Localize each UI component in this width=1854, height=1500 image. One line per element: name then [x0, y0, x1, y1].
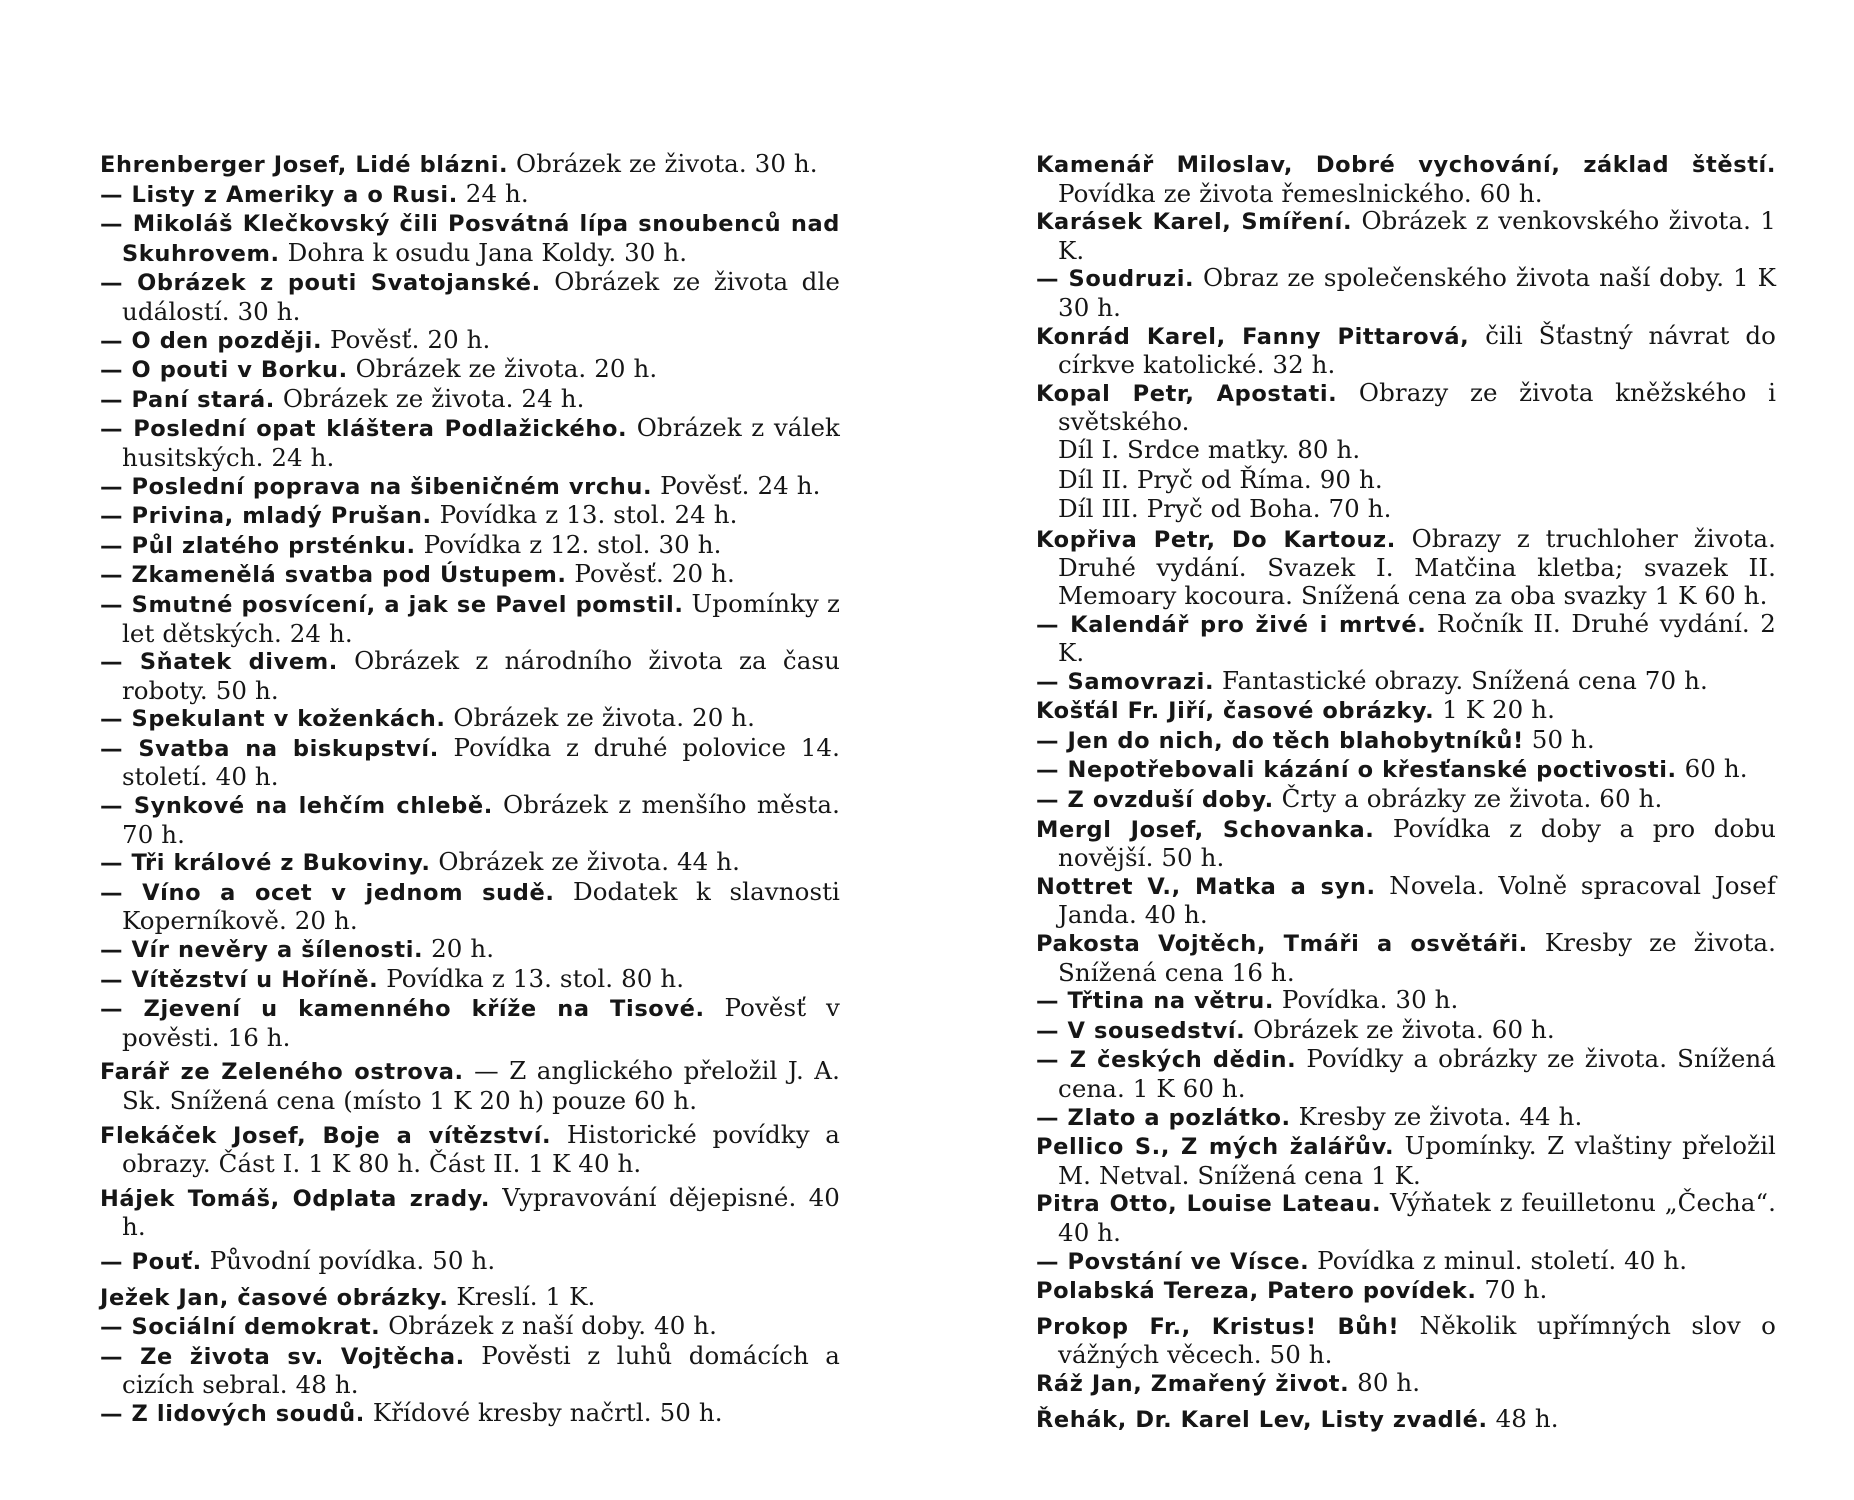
- entry-description: Obrazy z truchloher života. Druhé vydání. Svazek I. Matčina kletba; svazek II. Memoary kocoura. Snížená cena za oba svazky 1 K 60 h.: [1058, 523, 1776, 610]
- entry-description: 60 h.: [1676, 754, 1748, 784]
- entry-description: Vypravování dějepisné. 40 h.: [122, 1182, 840, 1242]
- entry-title: Půl zlatého prsténku.: [131, 532, 416, 559]
- entry-title: Zjevení u kamenného kříže na Tisové.: [143, 996, 705, 1023]
- entry-author: —: [100, 270, 138, 297]
- catalog-entry: [100, 326, 840, 356]
- entry-description: 80 h.: [1349, 1367, 1421, 1397]
- catalog-entry: [1036, 1276, 1776, 1306]
- entry-title: O den později.: [131, 327, 323, 354]
- entry-author: —: [100, 1343, 141, 1370]
- catalog-entry: [100, 1184, 840, 1241]
- entry-description: Povídka z 12. stol. 30 h.: [415, 529, 722, 559]
- entry-description: Kreslí. 1 K.: [448, 1281, 596, 1311]
- entry-description: Pověsť. 20 h.: [322, 324, 491, 354]
- entry-title: Třtina na větru.: [1067, 988, 1274, 1015]
- entry-description: Obrázek z naší doby. 40 h.: [380, 1311, 718, 1341]
- entry-author: —: [100, 1400, 132, 1427]
- catalog-entry: [1036, 1016, 1776, 1046]
- catalog-entry: [1036, 1132, 1776, 1189]
- entry-description: Novela. Volně spracoval Josef Janda. 40 h.: [1058, 870, 1776, 930]
- entry-title: Poslední poprava na šibeničném vrchu.: [131, 473, 653, 500]
- entry-author: Pakosta Vojtěch,: [1036, 931, 1284, 958]
- entry-author: Kopal Petr,: [1036, 380, 1217, 407]
- catalog-entry: [100, 704, 840, 734]
- entry-description: Výňatek z feuilletonu „Čecha“. 40 h.: [1058, 1188, 1777, 1247]
- catalog-entry: [100, 355, 840, 385]
- catalog-entry: [1036, 1247, 1776, 1277]
- entry-author: —: [100, 357, 132, 384]
- entry-description: Obrázek z venkovského života. 1 K.: [1058, 206, 1776, 265]
- catalog-entry: [100, 1247, 840, 1277]
- entry-title: Boje a vítězství.: [322, 1122, 552, 1149]
- catalog-entry: [100, 878, 840, 935]
- entry-description: Povídka. 30 h.: [1274, 985, 1459, 1015]
- entry-title: Ze života sv. Vojtěcha.: [140, 1343, 465, 1370]
- entry-author: —: [100, 735, 139, 762]
- entry-description: Několik upřímných slov o vážných věcech. 50 h.: [1058, 1310, 1776, 1370]
- entry-author: —: [100, 1314, 132, 1341]
- entry-title: časové obrázky.: [1223, 698, 1435, 725]
- entry-author: Prokop Fr.,: [1036, 1313, 1212, 1340]
- entry-author: Polabská Tereza,: [1036, 1278, 1268, 1305]
- catalog-entry: [100, 935, 840, 965]
- catalog-entry: [100, 472, 840, 502]
- entry-title: Povstání ve Vísce.: [1067, 1248, 1310, 1275]
- entry-title: Synkové na lehčím chlebě.: [133, 793, 493, 820]
- entry-author: —: [100, 416, 134, 443]
- entry-author: —: [1036, 1104, 1068, 1131]
- entry-author: —: [1036, 988, 1068, 1015]
- entry-title: Vítězství u Hoříně.: [131, 966, 379, 993]
- entry-author: —: [100, 879, 143, 906]
- catalog-entry: [100, 150, 840, 180]
- catalog-entry: [1036, 929, 1776, 986]
- catalog-entry: [1036, 755, 1776, 785]
- catalog-entry: [1036, 150, 1776, 207]
- catalog-entry: [1036, 1103, 1776, 1133]
- entry-description: 1 K 20 h.: [1434, 695, 1556, 725]
- entry-title: časové obrázky.: [237, 1284, 449, 1311]
- entry-author: Nottret V.,: [1036, 873, 1195, 900]
- catalog-entry: [100, 531, 840, 561]
- entry-description: 24 h.: [457, 178, 529, 208]
- entry-description: 70 h.: [1476, 1275, 1548, 1305]
- entry-author: —: [1036, 1047, 1070, 1074]
- catalog-entry: [1036, 525, 1776, 610]
- entry-title: Smíření.: [1241, 209, 1353, 236]
- entry-author: —: [1036, 727, 1068, 754]
- entry-author: —: [100, 706, 132, 733]
- entry-author: Ehrenberger Josef,: [100, 152, 356, 178]
- entry-author: —: [1036, 787, 1068, 814]
- entry-author: Pitra Otto,: [1036, 1191, 1187, 1218]
- catalog-entry: [1036, 815, 1776, 872]
- entry-title: Spekulant v koženkách.: [131, 706, 446, 733]
- catalog-entry: [1036, 726, 1776, 756]
- entry-author: Hájek Tomáš,: [100, 1185, 293, 1212]
- entry-author: Kopřiva Petr,: [1036, 526, 1232, 553]
- catalog-entry: [100, 1283, 840, 1313]
- entry-description: Pověsť. 20 h.: [566, 559, 735, 589]
- entry-description: Povídky a obrázky ze života. Snížená cena. 1 K 60 h.: [1058, 1044, 1777, 1103]
- entry-description: Povídka z doby a pro dobu novější. 50 h.: [1058, 813, 1776, 873]
- entry-description: Obraz ze společenského života naší doby. 1 K 30 h.: [1058, 263, 1776, 322]
- entry-title: Nepotřebovali kázání o křesťanské poctivosti.: [1067, 757, 1677, 784]
- entry-author: Konrád Karel,: [1036, 323, 1243, 350]
- entry-author: —: [100, 386, 132, 413]
- entry-title: Fanny Pittarová,: [1242, 323, 1470, 350]
- catalog-entry: [100, 1312, 840, 1342]
- entry-author: —: [100, 996, 144, 1023]
- entry-title: Z mých žalářův.: [1180, 1134, 1395, 1161]
- entry-title: Jen do nich, do těch blahobytníků!: [1067, 727, 1524, 754]
- entry-description: Obrázek ze života dle událostí. 30 h.: [122, 267, 840, 326]
- entry-description: Povídka z druhé polovice 14. století. 40 h.: [122, 732, 840, 792]
- entry-description: Historické povídky a obrazy. Část I. 1 K 80 h. Část II. 1 K 40 h.: [122, 1119, 840, 1179]
- entry-description: Upomínky z let dětských. 24 h.: [122, 588, 840, 648]
- entry-description: Upomínky. Z vlaštiny přeložil M. Netval. Snížená cena 1 K.: [1058, 1131, 1776, 1190]
- entry-description: Pověsti z luhů domácích a cizích sebral. 48 h.: [122, 1340, 840, 1400]
- entry-author: Flekáček Josef,: [100, 1122, 323, 1149]
- entry-author: —: [100, 503, 132, 530]
- entry-title: Samovrazi.: [1067, 668, 1215, 695]
- entry-title: Svatba na biskupství.: [138, 735, 439, 762]
- catalog-entry: [100, 385, 840, 415]
- entry-title: Sociální demokrat.: [131, 1314, 381, 1341]
- entry-author: —: [1036, 668, 1068, 695]
- entry-author: —: [100, 966, 132, 993]
- entry-author: Kamenář Miloslav,: [1036, 152, 1316, 178]
- entry-description: Obrázek ze života. 30 h.: [508, 149, 818, 178]
- entry-description: Díl II. Pryč od Říma. 90 h.: [1058, 464, 1383, 494]
- entry-title: Patero povídek.: [1267, 1278, 1477, 1305]
- entry-description: Kresby ze života. 44 h.: [1290, 1101, 1583, 1131]
- catalog-entry: [1036, 1405, 1776, 1435]
- catalog-entry: [100, 791, 840, 848]
- entry-description: Pověsť. 24 h.: [652, 470, 821, 500]
- catalog-entry: [100, 1057, 840, 1114]
- entry-description: Obrázek ze života. 20 h.: [445, 703, 756, 733]
- entry-title: Tři králové z Bukoviny.: [131, 850, 431, 877]
- entry-description: Obrázek ze života. 60 h.: [1245, 1014, 1555, 1044]
- catalog-entry: [100, 209, 840, 268]
- entry-author: —: [100, 937, 132, 964]
- catalog-entry: [1036, 696, 1776, 726]
- entry-title: Kalendář pro živé i mrtvé.: [1070, 611, 1427, 638]
- catalog-entry: [1036, 495, 1776, 525]
- entry-title: Odplata zrady.: [292, 1185, 491, 1212]
- entry-title: Matka a syn.: [1194, 873, 1376, 900]
- catalog-entry: [100, 414, 840, 471]
- entry-description: Obrázek z válek husitských. 24 h.: [122, 413, 840, 472]
- entry-description: Původní povídka. 50 h.: [201, 1245, 496, 1275]
- entry-author: Mergl Josef,: [1036, 816, 1223, 843]
- entry-description: Kresby ze života. Snížená cena 16 h.: [1058, 928, 1776, 987]
- entry-author: Ráž Jan,: [1036, 1370, 1151, 1397]
- entry-author: Řehák, Dr. Karel Lev,: [1036, 1406, 1321, 1433]
- entry-title: Paní stará.: [131, 386, 275, 413]
- entry-description: Díl III. Pryč od Boha. 70 h.: [1058, 494, 1392, 524]
- entry-author: Ježek Jan,: [100, 1284, 238, 1311]
- catalog-entry: [100, 1121, 840, 1178]
- catalog-entry: [100, 994, 840, 1051]
- entry-title: O pouti v Borku.: [131, 357, 348, 384]
- entry-description: Obrazy ze života kněžského i světského.: [1058, 377, 1776, 437]
- entry-author: Košťál Fr. Jiří,: [1036, 698, 1224, 725]
- entry-description: Ročník II. Druhé vydání. 2 K.: [1058, 608, 1776, 668]
- entry-title: Zmařený život.: [1150, 1370, 1350, 1397]
- entry-title: Listy zvadlé.: [1320, 1406, 1488, 1433]
- right-page-column: [1036, 150, 1776, 1434]
- entry-description: Povídka z minul. století. 40 h.: [1309, 1245, 1688, 1275]
- catalog-entry: [1036, 1045, 1776, 1102]
- entry-author: —: [1036, 757, 1068, 784]
- entry-title: Schovanka.: [1222, 816, 1375, 843]
- entry-description: Dodatek k slavnosti Koperníkově. 20 h.: [122, 876, 840, 936]
- entry-author: —: [100, 562, 132, 589]
- entry-title: Apostati.: [1216, 380, 1338, 407]
- entry-author: —: [100, 649, 140, 676]
- entry-title: Z lidových soudů.: [131, 1400, 365, 1427]
- catalog-entry: [100, 180, 840, 210]
- entry-title: Soudruzi.: [1068, 266, 1195, 293]
- catalog-entry: [1036, 207, 1776, 264]
- entry-description: čili Šťastný návrat do církve katolické. 32 h.: [1058, 320, 1776, 380]
- entry-author: —: [100, 532, 132, 559]
- entry-title: Zlato a pozlátko.: [1067, 1104, 1291, 1131]
- entry-author: —: [100, 793, 134, 820]
- catalog-entry: [100, 560, 840, 590]
- entry-title: Vír nevěry a šílenosti.: [131, 937, 424, 964]
- catalog-entry: [100, 965, 840, 995]
- entry-title: Víno a ocet v jednom sudě.: [142, 879, 555, 906]
- catalog-entry: [1036, 610, 1776, 667]
- entry-title: V sousedství.: [1067, 1017, 1246, 1044]
- entry-title: Mikoláš Klečkovský čili Posvátná lípa snoubenců nad Skuhrovem.: [122, 211, 840, 267]
- catalog-entry: [100, 590, 840, 647]
- entry-author: —: [1036, 1017, 1068, 1044]
- entry-description: Povídka z 13. stol. 80 h.: [378, 963, 685, 993]
- entry-author: —: [100, 327, 132, 354]
- catalog-entry: [1036, 785, 1776, 815]
- entry-description: — Z anglického přeložil J. A. Sk. Snížená cena (místo 1 K 20 h) pouze 60 h.: [122, 1056, 840, 1115]
- entry-description: Křídové kresby načrtl. 50 h.: [364, 1397, 723, 1427]
- entry-title: Listy z Ameriky a o Rusi.: [131, 181, 458, 208]
- entry-description: Obrázek z menšího města. 70 h.: [122, 790, 840, 849]
- catalog-entry: [1036, 872, 1776, 929]
- left-page-column: [100, 150, 840, 1429]
- entry-title: Kristus! Bůh!: [1211, 1313, 1400, 1340]
- entry-description: Fantastické obrazy. Snížená cena 70 h.: [1214, 665, 1708, 695]
- entry-author: —: [1036, 611, 1071, 638]
- entry-description: Obrázek ze života. 20 h.: [347, 354, 658, 384]
- entry-author: —: [100, 181, 132, 208]
- entry-description: Obrázek z národního života za času roboty. 50 h.: [122, 646, 840, 705]
- entry-author: —: [100, 850, 132, 877]
- catalog-entry: [100, 734, 840, 791]
- catalog-entry: [100, 848, 840, 878]
- entry-description: Dohra k osudu Jana Koldy. 30 h.: [279, 237, 688, 267]
- catalog-entry: [1036, 379, 1776, 436]
- entry-title: Farář ze Zeleného ostrova.: [100, 1059, 464, 1086]
- catalog-entry: [1036, 1189, 1776, 1246]
- entry-author: —: [100, 211, 133, 238]
- entry-description: Obrázek ze života. 44 h.: [430, 847, 741, 877]
- entry-description: Povídka ze života řemeslnického. 60 h.: [1058, 178, 1543, 208]
- entry-author: —: [100, 591, 132, 618]
- catalog-entry: [100, 1399, 840, 1429]
- catalog-entry: [1036, 436, 1776, 466]
- entry-description: 48 h.: [1487, 1403, 1559, 1433]
- entry-description: 20 h.: [423, 934, 495, 964]
- catalog-entry: [1036, 264, 1776, 321]
- catalog-entry: [100, 501, 840, 531]
- entry-title: Obrázek z pouti Svatojanské.: [137, 270, 541, 297]
- entry-description: Črty a obrázky ze života. 60 h.: [1273, 784, 1663, 814]
- entry-description: 50 h.: [1523, 724, 1595, 754]
- entry-author: —: [100, 473, 132, 500]
- entry-title: Poslední opat kláštera Podlažického.: [133, 416, 628, 443]
- catalog-entry: [1036, 667, 1776, 697]
- entry-title: Louise Lateau.: [1186, 1191, 1382, 1218]
- entry-description: Povídka z 13. stol. 24 h.: [431, 500, 738, 530]
- entry-author: —: [1036, 1248, 1068, 1275]
- entry-title: Dobré vychování, základ štěstí.: [1315, 152, 1777, 178]
- catalog-entry: [1036, 466, 1776, 496]
- catalog-entry: [1036, 322, 1776, 379]
- entry-title: Smutné posvícení, a jak se Pavel pomstil.: [131, 591, 684, 618]
- catalog-entry: [1036, 1369, 1776, 1399]
- entry-description: Díl I. Srdce matky. 80 h.: [1058, 434, 1361, 464]
- catalog-entry: [100, 647, 840, 704]
- entry-title: Do Kartouz.: [1231, 526, 1396, 553]
- entry-title: Privina, mladý Prušan.: [131, 503, 432, 530]
- catalog-entry: [1036, 986, 1776, 1016]
- entry-title: Z ovzduší doby.: [1067, 787, 1274, 814]
- entry-author: Karásek Karel,: [1036, 209, 1242, 236]
- catalog-entry: [100, 1342, 840, 1399]
- entry-title: Tmáři a osvětáři.: [1283, 931, 1528, 958]
- entry-title: Zkamenělá svatba pod Ústupem.: [131, 562, 567, 589]
- entry-title: Pouť.: [131, 1248, 202, 1275]
- catalog-entry: [1036, 1312, 1776, 1369]
- catalog-entry: [100, 268, 840, 325]
- entry-description: Obrázek ze života. 24 h.: [274, 383, 585, 413]
- entry-author: —: [100, 1248, 132, 1275]
- entry-author: —: [1036, 266, 1069, 293]
- entry-title: Z českých dědin.: [1069, 1047, 1297, 1074]
- entry-title: Sňatek divem.: [139, 649, 338, 676]
- entry-title: Lidé blázni.: [355, 152, 509, 178]
- entry-author: Pellico S.,: [1036, 1134, 1181, 1161]
- entry-description: Pověsť v pověsti. 16 h.: [122, 993, 840, 1052]
